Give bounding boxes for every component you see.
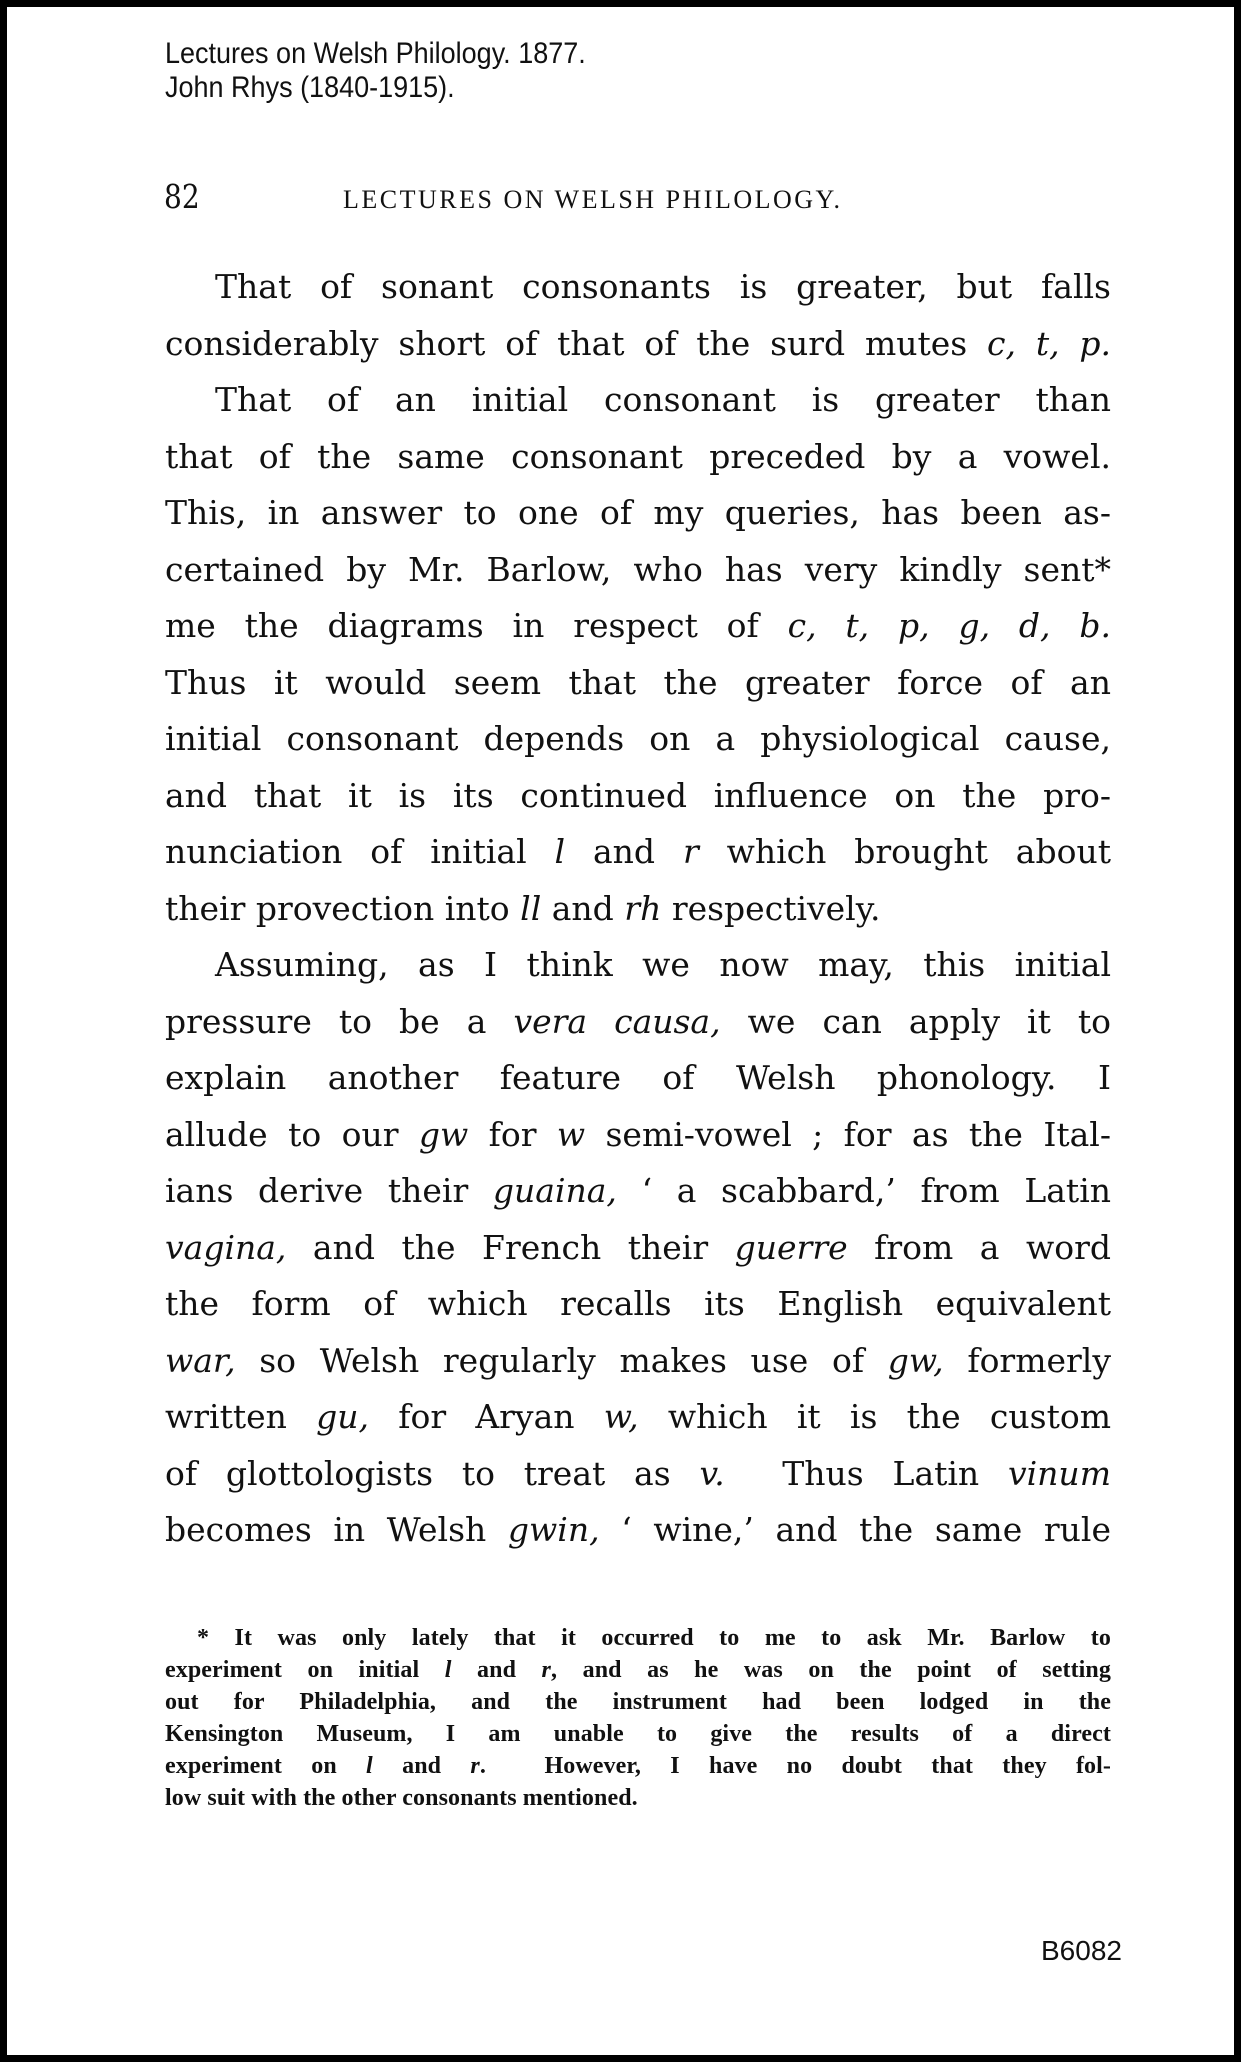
body-line: [165, 259, 1111, 315]
italic-text: gu,: [316, 1397, 369, 1436]
body-line: [165, 429, 1111, 485]
text-segment: experiment on: [165, 1753, 367, 1779]
body-line: [165, 372, 1111, 428]
text-segment: allude to our: [165, 1114, 419, 1154]
italic-text: vera causa,: [513, 1001, 721, 1041]
italic-text: gw: [418, 1114, 469, 1154]
text-segment: . However, I have no doubt that they fol-: [479, 1753, 1111, 1779]
body-line: [165, 542, 1111, 598]
body-line: [165, 485, 1111, 541]
text-segment: we can apply it to: [720, 1001, 1112, 1041]
text-segment: ‘ a scabbard,’ from Latin: [616, 1171, 1112, 1210]
italic-text: l: [554, 832, 566, 871]
text-segment: which it is the custom: [638, 1397, 1111, 1436]
italic-text: r: [470, 1753, 480, 1779]
body-line: [165, 1502, 1111, 1558]
body-line: [165, 1389, 1111, 1445]
text-segment: * It was only lately that it occurred to me to ask Mr. Barlow to: [197, 1625, 1111, 1651]
italic-text: l: [444, 1657, 452, 1683]
footnote-line: [165, 1654, 1111, 1686]
text-segment: for Aryan: [369, 1397, 604, 1436]
body-line: [165, 316, 1111, 372]
body-line: [165, 1163, 1111, 1219]
italic-text: vagina,: [165, 1227, 287, 1267]
text-segment: initial consonant depends on a physiological cause,: [165, 719, 1111, 758]
text-segment: That of sonant consonants is greater, but falls: [215, 267, 1111, 306]
text-segment: formerly: [943, 1340, 1111, 1380]
italic-text: c, t, p, g, d, b.: [787, 606, 1111, 645]
text-segment: Thus Latin: [724, 1453, 1008, 1493]
text-segment: experiment on initial: [165, 1657, 445, 1683]
text-segment: ians derive their: [165, 1171, 493, 1210]
footnote-line: [165, 1782, 1111, 1814]
body-line: [165, 768, 1111, 824]
document-page: [7, 7, 1234, 2055]
footnote-line: [165, 1622, 1111, 1654]
text-segment: for: [468, 1114, 557, 1154]
text-segment: of glottologists to treat as: [165, 1453, 700, 1493]
catalog-code: B6082: [1041, 1935, 1122, 1966]
body-line: [165, 1446, 1111, 1502]
italic-text: v.: [699, 1453, 725, 1493]
italic-text: guerre: [734, 1227, 848, 1267]
text-segment: Assuming, as I think we now may, this initial: [215, 945, 1111, 984]
text-segment: the form of which recalls its English equivalent: [165, 1284, 1111, 1323]
text-segment: out for Philadelphia, and the instrument had been lodged in the: [165, 1689, 1111, 1715]
italic-text: guaina,: [492, 1171, 617, 1210]
text-segment: and: [541, 888, 625, 928]
text-segment: which brought about: [698, 832, 1111, 871]
text-segment: and the French their: [286, 1227, 735, 1267]
italic-text: gw,: [887, 1340, 944, 1380]
text-segment: Kensington Museum, I am unable to give the results of a direct: [165, 1721, 1111, 1747]
body-line: [165, 1276, 1111, 1332]
text-segment: me the diagrams in respect of: [165, 606, 788, 645]
citation-author: John Rhys (1840-1915).: [165, 71, 455, 104]
body-line: [165, 1220, 1111, 1276]
body-line: [165, 881, 1111, 937]
text-segment: low suit with the other consonants mentioned.: [165, 1785, 638, 1811]
body-line: [165, 937, 1111, 993]
text-segment: explain another feature of Welsh phonology. I: [165, 1058, 1111, 1097]
text-segment: and: [372, 1753, 471, 1779]
text-segment: nunciation of initial: [165, 832, 555, 871]
text-segment: and: [565, 832, 683, 871]
text-segment: This, in answer to one of my queries, has been as-: [165, 493, 1111, 532]
text-segment: so Welsh regularly makes use of: [235, 1340, 888, 1380]
text-segment: , and as he was on the point of setting: [551, 1657, 1111, 1683]
text-segment: ‘ wine,’ and the same rule: [599, 1510, 1111, 1549]
text-segment: and that it is its continued influence on the pro-: [165, 775, 1111, 815]
body-line: [165, 994, 1111, 1050]
footnote-line: [165, 1718, 1111, 1750]
italic-text: w,: [603, 1397, 639, 1436]
italic-text: rh: [624, 888, 662, 928]
running-head: LECTURES ON WELSH PHILOLOGY.: [343, 185, 843, 214]
italic-text: r: [682, 832, 699, 871]
footnote-line: [165, 1686, 1111, 1718]
footnote-line: [165, 1750, 1111, 1782]
italic-text: r: [541, 1657, 551, 1683]
text-segment: and: [451, 1657, 542, 1683]
body-line: [165, 711, 1111, 767]
text-segment: semi-vowel ; for as the Ital-: [585, 1114, 1111, 1154]
italic-text: w: [556, 1114, 586, 1154]
text-segment: becomes in Welsh: [165, 1510, 508, 1549]
page-number: 82: [164, 177, 200, 216]
italic-text: c, t, p.: [987, 323, 1111, 363]
italic-text: l: [366, 1753, 373, 1779]
text-segment: their provection into: [165, 888, 521, 928]
body-line: [165, 824, 1111, 880]
text-segment: that of the same consonant preceded by a vowel.: [165, 436, 1111, 476]
text-segment: Thus it would seem that the greater force of an: [165, 662, 1111, 702]
italic-text: vinum: [1007, 1453, 1111, 1493]
text-segment: certained by Mr. Barlow, who has very kindly sent*: [165, 549, 1111, 589]
italic-text: gwin,: [507, 1510, 600, 1549]
text-segment: respectively.: [661, 888, 881, 928]
text-segment: That of an initial consonant is greater than: [215, 380, 1111, 419]
citation-title: Lectures on Welsh Philology. 1877.: [165, 37, 586, 70]
body-line: [165, 1050, 1111, 1106]
body-line: [165, 1333, 1111, 1389]
italic-text: ll: [520, 888, 542, 928]
body-line: [165, 598, 1111, 654]
text-segment: written: [165, 1397, 317, 1436]
text-segment: pressure to be a: [165, 1001, 514, 1041]
italic-text: war,: [165, 1340, 236, 1380]
text-segment: considerably short of that of the surd mutes: [165, 323, 988, 363]
body-line: [165, 655, 1111, 711]
body-line: [165, 1107, 1111, 1163]
text-segment: from a word: [847, 1227, 1112, 1267]
